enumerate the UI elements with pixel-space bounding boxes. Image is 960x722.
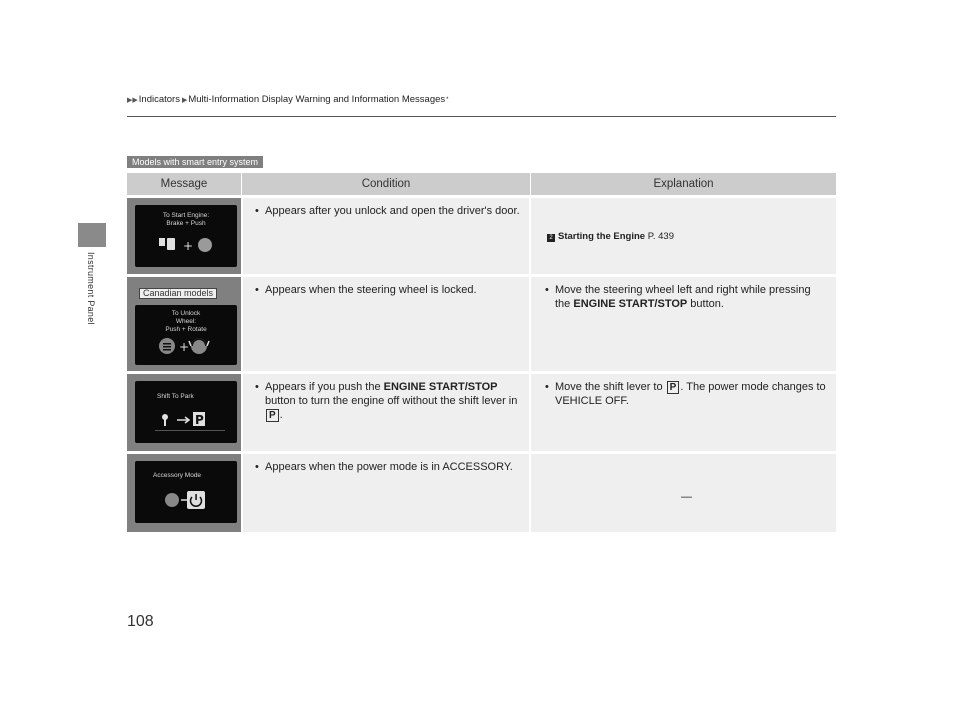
park-key-icon: P [266,409,279,422]
table-row [127,277,836,371]
display-screen [135,461,237,523]
park-key-icon: P [667,381,680,394]
condition-cell: • Appears when the steering wheel is locked. [241,277,531,371]
screen-message: Accessory Mode [153,472,202,479]
explanation-text: Move the steering wheel left and right while pressing the ENGINE START/STOP button. [555,284,811,310]
screen-message: Shift To Park [157,393,194,400]
breadcrumb-footnote-mark: * [446,96,449,103]
header-message: Message [160,178,208,190]
explanation-text: — [681,491,692,503]
svg-text:+: + [179,340,190,354]
table-row [127,374,836,451]
table-header [127,173,836,195]
brake-push-icon [157,235,217,255]
breadcrumb-item-messages[interactable]: Multi-Information Display Warning and Information Messages [188,94,446,105]
header-explanation: Explanation [653,178,714,190]
header-condition: Condition [241,173,531,195]
breadcrumb-arrow-icon: ▶▶ [127,96,138,104]
accessory-mode-icon [163,489,213,511]
breadcrumb-arrow-icon: ▶ [181,96,188,104]
explanation-cell: • Move the shift lever to P . The power mode changes to VEHICLE OFF. [531,374,836,451]
explanation-cell [531,198,836,274]
cross-reference-link[interactable]: 2 Starting the Engine P. 439 [547,230,828,244]
condition-text: Appears when the steering wheel is locked. [265,284,477,296]
svg-text:+: + [183,239,194,253]
message-image-cell [127,454,241,532]
header-rule [127,116,836,117]
section-tab [78,223,106,247]
explanation-cell [531,454,836,532]
messages-table [127,173,836,535]
message-image-cell [127,277,241,371]
explanation-cell: • Move the steering wheel left and right while pressing the ENGINE START/STOP button. [531,277,836,371]
condition-text: Appears after you unlock and open the driver's door. [265,205,520,217]
display-screen [135,205,237,267]
message-image-cell [127,374,241,451]
condition-cell: • Appears when the power mode is in ACCESSORY. [241,454,531,532]
explanation-text: Move the shift lever to P . The power mode changes to VEHICLE OFF. [555,381,826,407]
breadcrumb-item-indicators[interactable]: Indicators [138,94,180,105]
svg-text:P: P [195,413,204,427]
condition-cell: • Appears after you unlock and open the driver's door. [241,198,531,274]
steering-unlock-icon [157,335,217,357]
screen-message: To Start Engine: Brake + Push [162,212,210,227]
canadian-models-label: Canadian models [139,288,217,299]
model-badge: Models with smart entry system [127,156,263,168]
breadcrumb [127,94,449,105]
page-number: 108 [127,613,154,630]
condition-text: Appears when the power mode is in ACCESSORY. [265,461,513,473]
message-image-cell [127,198,241,274]
table-row [127,198,836,274]
display-screen [135,381,237,443]
display-screen [135,305,237,365]
condition-text: Appears if you push the ENGINE START/STOP button to turn the engine off without the shift lever in P . [265,381,518,421]
reference-arrow-icon: 2 [547,234,555,242]
screen-message: To Unlock Wheel: Push + Rotate [165,310,207,333]
shift-to-park-icon [155,409,225,433]
section-label: Instrument Panel [86,252,96,325]
table-row [127,454,836,532]
condition-cell: • Appears if you push the ENGINE START/STOP button to turn the engine off without the shift lever in P . [241,374,531,451]
